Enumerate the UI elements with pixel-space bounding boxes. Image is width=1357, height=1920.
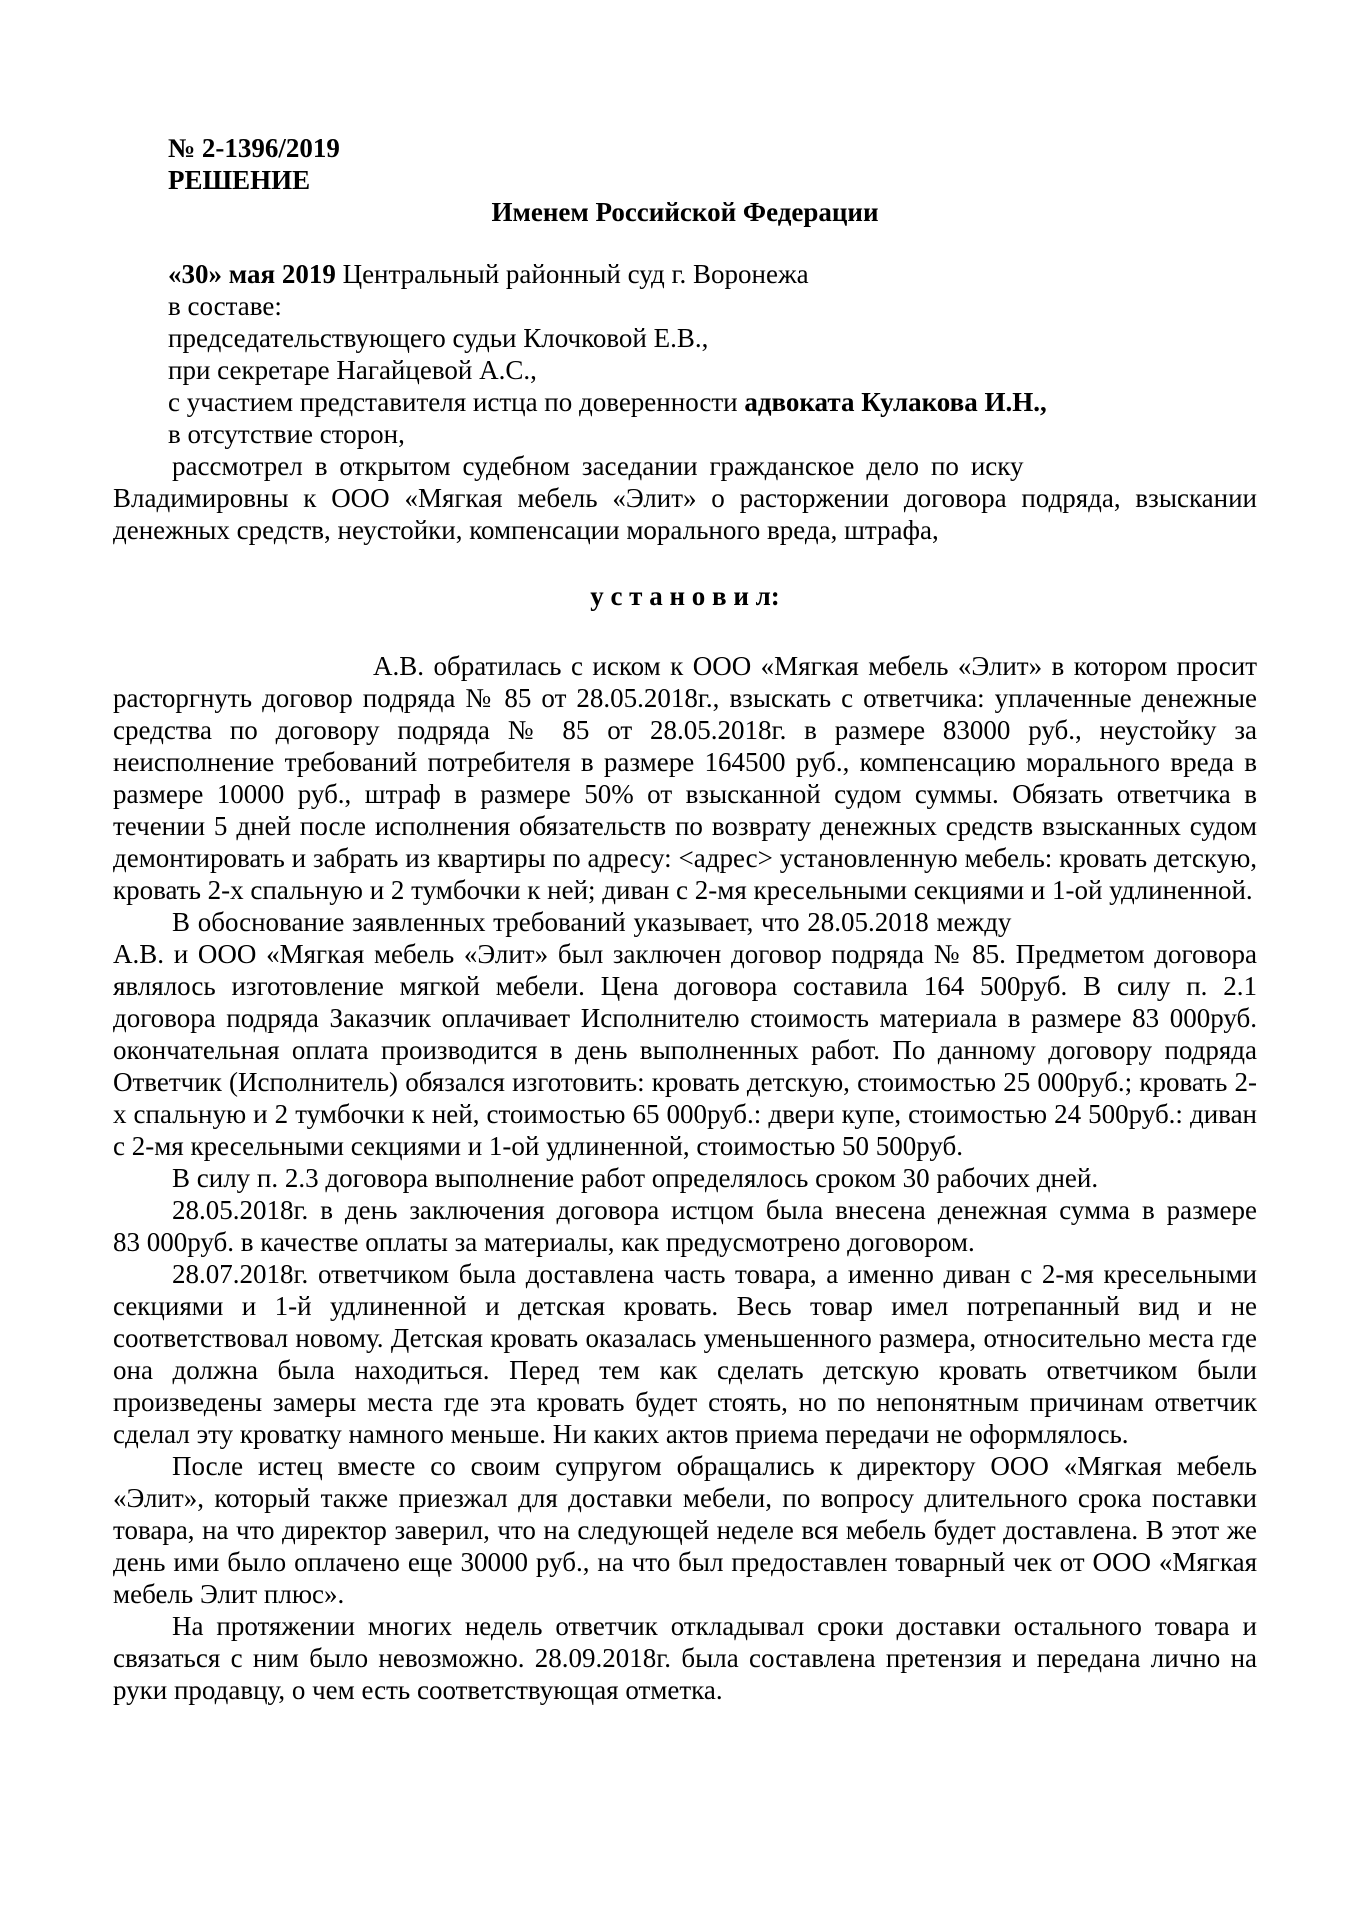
ustanovil-heading: у с т а н о в и л: — [590, 581, 780, 611]
participation-line — [113, 386, 1257, 418]
court-name: Центральный районный суд г. Воронежа — [335, 259, 809, 289]
body-paragraph: 28.07.2018г. ответчиком была доставлена часть товара, а именно диван с 2-мя кресельными секциями и 1-й удлиненной и детская кровать. Весь товар имел потрепанный вид и не соответствовал новому. Детская кровать оказалась уменьшенного размера, относительно места где она должна была находиться. Перед тем как сделать детскую кровать ответчиком были произведены замеры места где эта кровать будет стоять, но по непонятным причинам ответчик сделал эту кроватку намного меньше. Ни каких актов приема передачи не оформлялось. — [113, 1259, 1257, 1449]
plaintiff-representative: адвоката Кулакова И.Н., — [744, 387, 1047, 417]
body-paragraph: На протяжении многих недель ответчик откладывал сроки доставки остального товара и связаться с ним было невозможно. 28.09.2018г. была составлена претензия и передана лично на руки продавцу, о чем есть соответствующая отметка. — [113, 1611, 1257, 1705]
participation-prefix: с участием представителя истца по доверенности — [168, 387, 745, 417]
case-intro-paragraph: рассмотрел в открытом судебном заседании гражданское дело по иску Владимировны к ООО «Мягкая мебель «Элит» о расторжении договора подряда, взыскании денежных средств, неустойки, компенсации морального вреда, штрафа, — [113, 451, 1257, 545]
body-paragraph: А.В. обратилась с иском к ООО «Мягкая мебель «Элит» в котором просит расторгнуть договор подряда № 85 от 28.05.2018г., взыскать с ответчика: уплаченные денежные средства по договору подряда № 85 от 28.05.2018г. в размере 83000 руб., неустойку за неисполнение требований потребителя в размере 164500 руб., компенсацию морального вреда в размере 10000 руб., штраф в размере 50% от взысканной судом суммы. Обязать ответчика в течении 5 дней после исполнения обязательств по возврату денежных средств взысканных судом демонтировать и забрать из квартиры по адресу: <адрес> установленную мебель: кровать детскую, кровать 2-х спальную и 2 тумбочки к ней; диван с 2-мя кресельными секциями и 1-ой удлиненной. — [113, 651, 1257, 905]
date-court-line — [113, 258, 1257, 290]
body-paragraph: 28.05.2018г. в день заключения договора истцом была внесена денежная сумма в размере 83 000руб. в качестве оплаты за материалы, как предусмотрено договором. — [113, 1195, 1257, 1257]
absence-line: в отсутствие сторон, — [168, 419, 405, 449]
body-paragraph: В силу п. 2.3 договора выполнение работ определялось сроком 30 рабочих дней. — [172, 1163, 1099, 1193]
case-number: № 2-1396/2019 — [168, 133, 340, 163]
body-paragraph: В обоснование заявленных требований указывает, что 28.05.2018 между А.В. и ООО «Мягкая мебель «Элит» был заключен договор подряда № 85. Предметом договора являлось изготовление мягкой мебели. Цена договора составила 164 500руб. В силу п. 2.1 договора подряда Заказчик оплачивает Исполнителю стоимость материала в размере 83 000руб. окончательная оплата производится в день выполненных работ. По данному договору подряда Ответчик (Исполнитель) обязался изготовить: кровать детскую, стоимостью 25 000руб.; кровать 2-х спальную и 2 тумбочки к ней, стоимостью 65 000руб.: двери купе, стоимостью 24 500руб.: диван с 2-мя кресельными секциями и 1-ой удлиненной, стоимостью 50 500руб. — [113, 907, 1257, 1161]
body-paragraph: После истец вместе со своим супругом обращались к директору ООО «Мягкая мебель «Элит», который также приезжал для доставки мебели, по вопросу длительного срока поставки товара, на что директор заверил, что на следующей неделе вся мебель будет доставлена. В этот же день ими было оплачено еще 30000 руб., на что был предоставлен товарный чек от ООО «Мягкая мебель Элит плюс». — [113, 1451, 1257, 1609]
secretary-line: при секретаре Нагайцевой А.С., — [168, 355, 537, 385]
composition-line: в составе: — [168, 291, 282, 321]
decision-date: «30» мая 2019 — [168, 259, 336, 289]
presiding-judge-line: председательствующего судьи Клочковой Е.В., — [168, 323, 709, 353]
decision-title: РЕШЕНИЕ — [168, 165, 311, 195]
in-the-name-heading: Именем Российской Федерации — [491, 197, 879, 227]
